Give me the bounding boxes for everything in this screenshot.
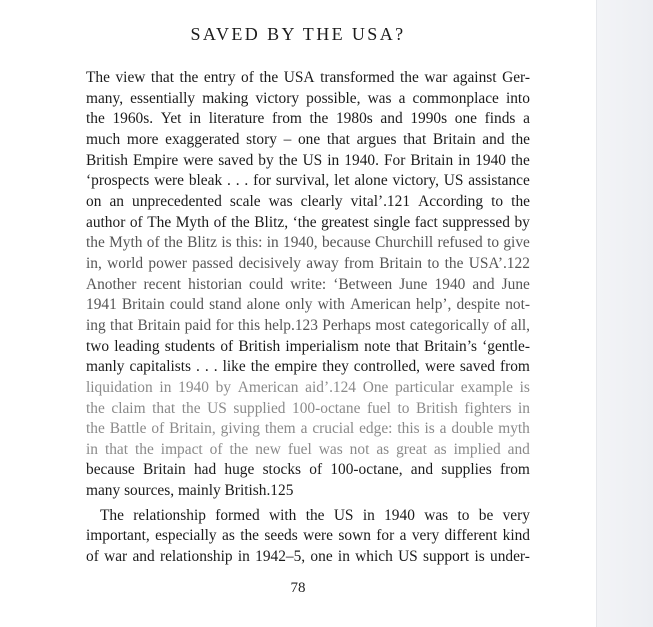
text-line: Another recent historian could write: ‘Between June 1940 and June (86, 275, 530, 293)
text-line: liquidation in 1940 by American aid’.124 One particular example is (86, 378, 530, 396)
text-line: many, essentially making victory possible, was a commonplace into (86, 89, 530, 107)
text-line: important, especially as the seeds were sown for a very different kind (86, 527, 530, 545)
text-line: the 1960s. Yet in literature from the 1980s and 1990s one finds a (86, 110, 530, 128)
text-line: The relationship formed with the US in 1940 was to be very (100, 506, 530, 524)
text-line: two leading students of British imperialism note that Britain’s ‘gentle- (86, 337, 530, 355)
text-line: much more exaggerated story – one that argues that Britain and the (86, 130, 530, 148)
body-text (86, 68, 530, 568)
text-line: on an unprecedented scale was clearly vital’.121 According to the (86, 192, 530, 210)
text-line: the Battle of Britain, giving them a crucial edge: this is a double myth (86, 420, 530, 438)
text-line: the Myth of the Blitz is this: in 1940, because Churchill refused to give (86, 234, 530, 252)
text-line: 1941 Britain could stand alone only with American help’, despite not- (86, 296, 530, 314)
text-line: many sources, mainly British.125 (86, 482, 294, 500)
scan-margin (596, 0, 653, 627)
page-number: 78 (290, 580, 306, 596)
running-head: SAVED BY THE USA? (190, 24, 406, 44)
text-line: the claim that the US supplied 100-octane fuel to British fighters in (86, 399, 530, 417)
text-line: because Britain had huge stocks of 100-octane, and supplies from (86, 461, 530, 479)
text-line: ‘prospects were bleak . . . for survival, let alone victory, US assistance (86, 172, 530, 190)
text-line: British Empire were saved by the US in 1940. For Britain in 1940 the (86, 151, 530, 169)
text-line: in, world power passed decisively away from Britain to the USA’.122 (86, 254, 530, 272)
text-line: in that the impact of the new fuel was not as great as implied and (86, 440, 530, 458)
text-line: author of The Myth of the Blitz, ‘the greatest single fact suppressed by (86, 213, 530, 231)
text-line: ing that Britain paid for this help.123 Perhaps most categorically of all, (86, 316, 530, 334)
paragraph-1 (86, 68, 530, 502)
text-line: manly capitalists . . . like the empire they controlled, were saved from (86, 358, 530, 376)
text-line: of war and relationship in 1942–5, one in which US support is under- (86, 548, 530, 566)
paragraph-2 (86, 506, 530, 568)
text-line: The view that the entry of the USA transformed the war against Ger- (86, 69, 530, 86)
